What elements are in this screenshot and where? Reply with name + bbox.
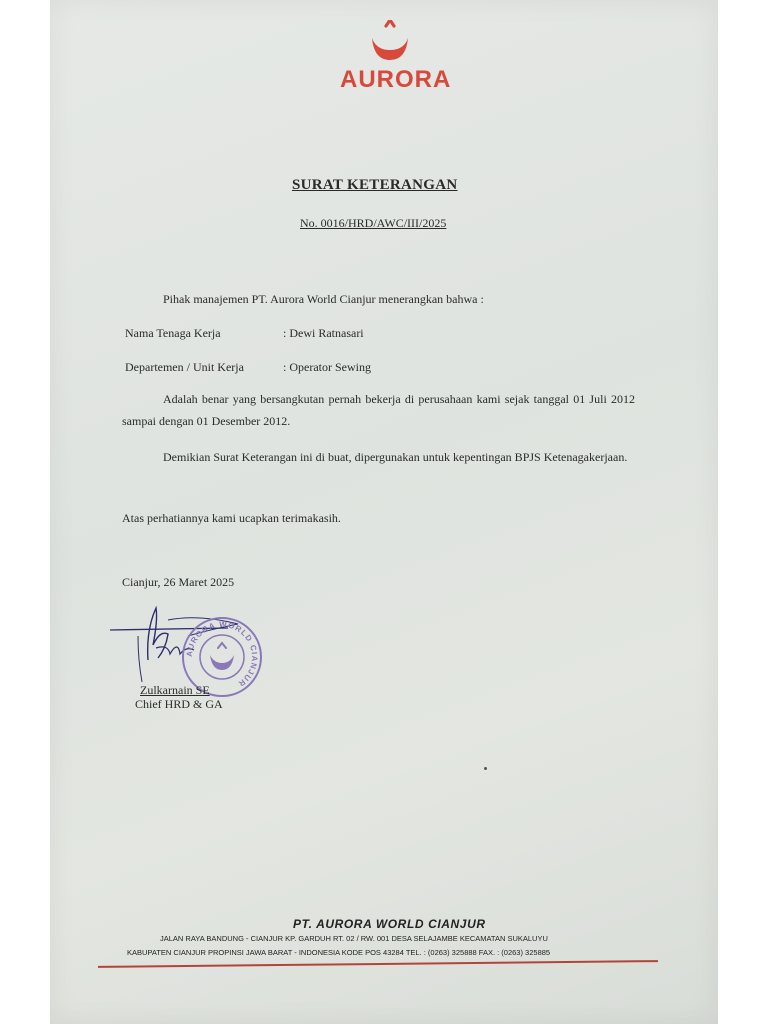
svg-text:AURORA WORLD CIANJUR: AURORA WORLD CIANJUR — [184, 619, 260, 689]
footer-address-line2: KABUPATEN CIANJUR PROPINSI JAWA BARAT - INDONESIA KODE POS 43284 TEL. : (0263) 325888 FAX. : (0263) 325885 — [127, 948, 551, 957]
field-value-department: : Operator Sewing — [283, 360, 371, 374]
purpose-paragraph: Demikian Surat Keterangan ini di buat, dipergunakan untuk kepentingan BPJS Ketenagakerjaan. — [163, 450, 628, 464]
aurora-smile-icon — [364, 20, 416, 64]
document-title: SURAT KETERANGAN — [292, 177, 458, 193]
paper-speck — [484, 767, 487, 770]
employment-paragraph: Adalah benar yang bersangkutan pernah bekerja di perusahaan kami sejak tanggal 01 Juli 2012 sampai dengan 01 Desember 2012. — [122, 392, 635, 428]
logo-wordmark: AURORA — [340, 66, 452, 93]
document-number: No. 0016/HRD/AWC/III/2025 — [300, 216, 447, 230]
intro-paragraph: Pihak manajemen PT. Aurora World Cianjur menerangkan bahwa : — [163, 292, 484, 306]
place-date: Cianjur, 26 Maret 2025 — [122, 575, 235, 589]
field-label-department: Departemen / Unit Kerja — [125, 360, 244, 374]
field-label-name: Nama Tenaga Kerja — [125, 326, 221, 340]
company-logo — [340, 20, 452, 94]
footer-company-name: PT. AURORA WORLD CIANJUR — [293, 917, 486, 931]
field-value-name: : Dewi Ratnasari — [283, 326, 364, 340]
closing-line: Atas perhatiannya kami ucapkan terimakasih. — [122, 511, 341, 525]
signatory-title: Chief HRD & GA — [135, 697, 223, 711]
signatory-name: Zulkarnain SE — [140, 683, 210, 697]
footer-address-line1: JALAN RAYA BANDUNG - CIANJUR KP. GARDUH RT. 02 / RW. 001 DESA SELAJAMBE KECAMATAN SUKALUYU — [160, 934, 548, 943]
